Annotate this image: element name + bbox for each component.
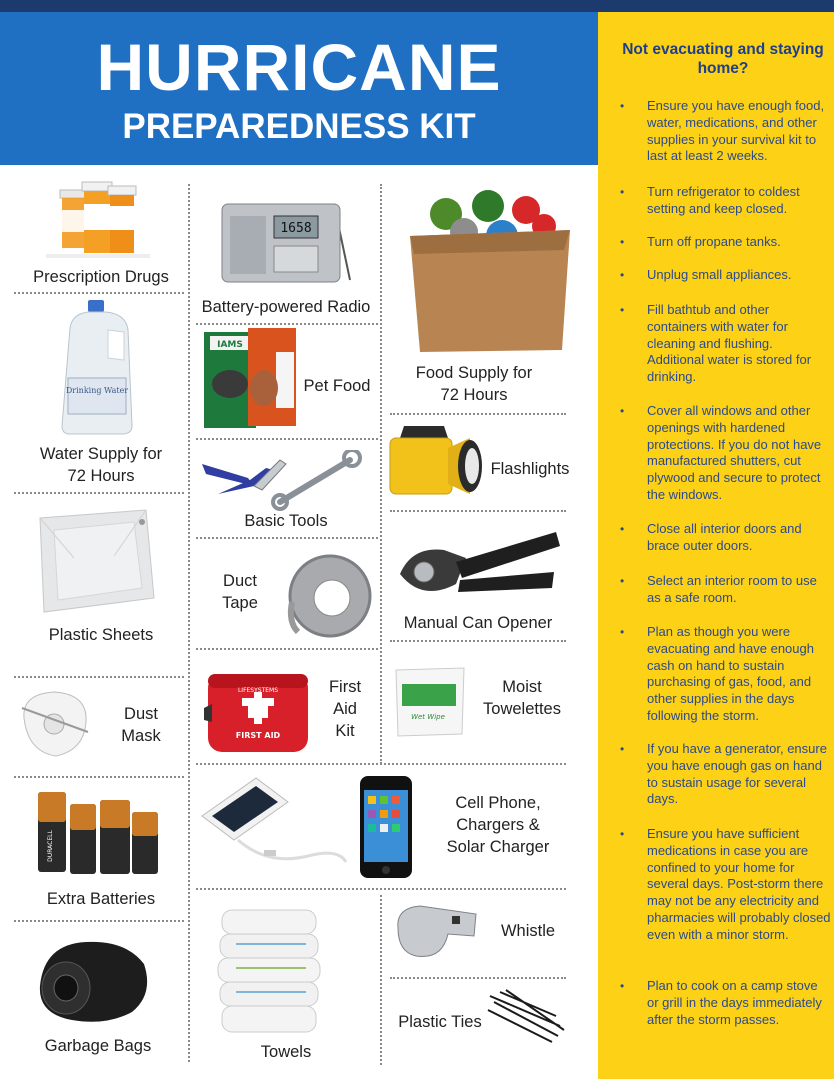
tip-item: • If you have a generator, ensure you have enough gas on hand to sustain usage for several days. [620,741,827,807]
plastic-sheets-label: Plastic Sheets [48,626,154,644]
towels-label: Towels [260,1043,312,1061]
item-divider [14,920,184,922]
first-aid-kit-image [202,664,314,756]
tip-item: • Select an interior room to use as a safe room. [620,573,817,605]
item-divider [196,438,378,440]
tip-item: • Turn refrigerator to coldest setting and keep closed. [620,184,800,216]
basic-tools-label: Basic Tools [244,512,328,530]
tip-item: • Close all interior doors and brace outer doors. [620,521,802,553]
column-divider [380,895,382,1065]
plastic-ties-label: Plastic Ties [398,1013,482,1031]
flashlights-label: Flashlights [490,460,570,478]
first-aid-brand-text: LIFESYSTEMS [237,687,279,694]
tip-item: • Unplug small appliances. [620,267,792,282]
pet-food-image [204,328,298,430]
water-supply-label: Water Supply for 72 Hours [39,445,163,485]
prescription-bottles-image [46,180,150,262]
dust-mask-image [18,688,94,760]
tip-item: • Fill bathtub and other containers with water for cleaning and flushing. Additional water is stored for drinking. [620,302,812,385]
water-jug-image [58,300,136,436]
first-aid-kit-text: FIRST AID [235,731,281,740]
plastic-ties-image [486,986,566,1046]
item-divider [196,537,378,539]
tip-item: • Cover all windows and other openings with hardened protections. If you do not have manufactured shutters, cut plywood and secure to protect the windows. [620,403,822,502]
item-divider [14,292,184,294]
towels-image [196,900,344,1040]
water-label-text: Drinking Water [65,386,129,395]
tip-item: • Turn off propane tanks. [620,234,781,249]
food-supply-image [402,184,578,354]
item-divider [196,323,378,325]
top-strip [0,0,834,12]
tip-item: • Plan to cook on a camp stove or grill in the days immediately after the storm passes. [620,978,822,1027]
item-divider [14,776,184,778]
iams-brand-text: IAMS [217,340,243,350]
prescription-drugs-label: Prescription Drugs [33,268,169,286]
item-divider [390,510,566,512]
radio-display-text: 1658 [280,221,312,236]
moist-towelettes-label: Moist Towelettes [483,678,561,718]
wet-wipe-text: Wet Wipe [411,713,445,721]
moist-towelettes-image [392,664,468,738]
radio-image [220,194,356,294]
tip-item: • Ensure you have enough food, water, medications, and other supplies in your survival kit to last at least 2 weeks. [620,98,825,164]
item-divider [390,640,566,642]
battery-radio-label: Battery-powered Radio [201,298,371,316]
tip-item: • Ensure you have sufficient medications in case you are confined to your home for several days. Post-storm there may not be any electricity and pharmacies will probably closed even with a minor storm. [620,826,831,942]
pet-food-label: Pet Food [303,377,371,395]
first-aid-kit-label: First Aid Kit [328,678,362,740]
sidebar-heading: Not evacuating and staying home? [622,41,824,77]
header-banner [0,12,598,165]
column-divider [380,184,382,764]
battery-brand-text: DURACELL [47,830,54,862]
cell-phone-chargers-label: Cell Phone, Chargers & Solar Charger [446,794,550,856]
item-divider [390,977,566,979]
garbage-bags-label: Garbage Bags [44,1037,152,1055]
item-divider [14,492,184,494]
page-title: HURRICANE [96,30,502,104]
cell-phone-image [358,774,414,880]
solar-charger-image [198,776,348,868]
item-divider [390,413,566,415]
whistle-image [392,900,484,964]
item-divider [196,648,378,650]
food-supply-label: Food Supply for 72 Hours [415,364,533,404]
item-divider [196,763,566,765]
can-opener-label: Manual Can Opener [403,614,553,632]
garbage-bags-image [36,934,152,1026]
extra-batteries-label: Extra Batteries [46,890,156,908]
page-subtitle: PREPAREDNESS KIT [122,107,476,146]
tip-item: • Plan as though you were evacuating and have enough cash on hand to sustain purchasing of gas, food, and other supplies in the days following the storm. [620,624,814,723]
duct-tape-label: Duct Tape [222,572,258,612]
plastic-sheets-image [34,508,156,616]
dust-mask-label: Dust Mask [121,705,161,745]
flashlight-image [386,422,486,500]
duct-tape-image [284,552,374,640]
batteries-image [34,782,164,878]
item-divider [14,676,184,678]
can-opener-image [396,522,562,604]
basic-tools-image [200,450,372,512]
item-divider [196,888,566,890]
whistle-label: Whistle [500,922,556,940]
sidebar-panel [598,12,834,1079]
